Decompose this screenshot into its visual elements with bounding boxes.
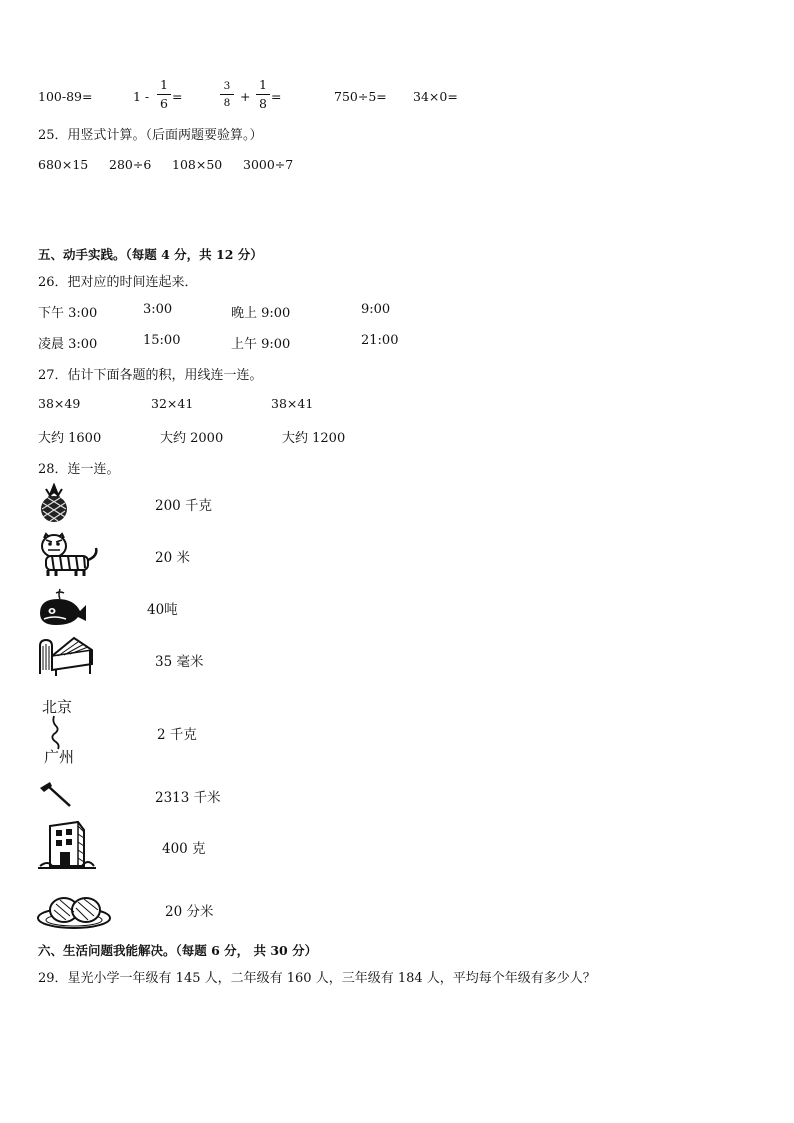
expr-100-89: 100-89= xyxy=(38,89,93,104)
q26-title: 26．把对应的时间连起来． xyxy=(38,275,198,290)
time-label: 3:00 xyxy=(143,302,173,317)
expr-34-times-0: 34×0= xyxy=(413,89,458,104)
time-label: 9:00 xyxy=(361,302,391,317)
fraction-three-eighths xyxy=(220,80,234,109)
section6-title: 六、生活问题我能解决。（每题 6 分， 共 30 分） xyxy=(38,943,318,958)
estimate-label: 大约 1600 xyxy=(38,431,102,446)
q25-item: 280÷6 xyxy=(109,157,152,172)
denominator: 8 xyxy=(259,96,267,111)
time-label: 晚上 9:00 xyxy=(231,306,291,321)
denominator: 8 xyxy=(223,97,231,109)
estimate-label: 大约 1200 xyxy=(282,431,346,446)
pineapple-picture xyxy=(36,483,72,523)
fruit-plate-picture xyxy=(36,890,112,932)
q25-item: 108×50 xyxy=(172,157,223,172)
match-label: 200 千克 xyxy=(155,498,213,514)
match-label: 35 毫米 xyxy=(155,654,204,670)
map-city-guangzhou: 广州 xyxy=(44,748,75,766)
map-city-beijing: 北京 xyxy=(42,698,73,716)
fraction-bar xyxy=(157,94,171,95)
expr-1-minus-lead: 1 - xyxy=(133,89,150,104)
q29-text: 29．星光小学一年级有 145 人，二年级有 160 人，三年级有 184 人，平均每个年级有多少人？ xyxy=(38,971,596,986)
product-expr: 32×41 xyxy=(151,396,194,411)
time-label: 21:00 xyxy=(361,333,399,348)
match-label: 40吨 xyxy=(147,602,178,618)
match-label: 20 米 xyxy=(155,550,190,566)
time-label: 凌晨 3:00 xyxy=(38,337,98,352)
match-label: 2313 千米 xyxy=(155,790,221,806)
q27-title: 27．估计下面各题的积，用线连一连。 xyxy=(38,368,263,383)
whale-picture xyxy=(36,587,88,627)
match-label: 400 克 xyxy=(162,841,206,857)
match-label: 20 分米 xyxy=(165,904,214,920)
time-label: 下午 3:00 xyxy=(38,306,98,321)
fraction-one-sixth xyxy=(157,78,171,111)
fraction-bar xyxy=(256,94,270,95)
expr-equals: = xyxy=(271,89,282,104)
q25-item: 680×15 xyxy=(38,157,89,172)
tiger-picture xyxy=(36,532,100,578)
time-label: 15:00 xyxy=(143,333,181,348)
estimate-label: 大约 2000 xyxy=(160,431,224,446)
denominator: 6 xyxy=(160,96,168,111)
numerator: 3 xyxy=(223,80,231,92)
nail-picture xyxy=(38,780,72,808)
bed-picture xyxy=(38,634,94,676)
numerator: 1 xyxy=(160,77,168,92)
section5-title: 五、动手实践。（每题 4 分，共 12 分） xyxy=(38,247,263,262)
q25-item: 3000÷7 xyxy=(243,157,294,172)
fraction-bar xyxy=(220,94,234,95)
q28-title: 28．连一连。 xyxy=(38,462,120,477)
time-label: 上午 9:00 xyxy=(231,337,291,352)
numerator: 1 xyxy=(259,77,267,92)
product-expr: 38×49 xyxy=(38,396,81,411)
route-line-picture xyxy=(40,714,80,750)
fraction-one-eighth xyxy=(256,78,270,111)
building-picture xyxy=(38,820,96,870)
expr-equals: = xyxy=(172,89,183,104)
expr-750-div-5: 750÷5= xyxy=(334,89,387,104)
product-expr: 38×41 xyxy=(271,396,314,411)
match-label: 2 千克 xyxy=(157,727,197,743)
plus-sign: + xyxy=(240,89,251,104)
q25-title: 25．用竖式计算。（后面两题要验算。） xyxy=(38,128,263,143)
